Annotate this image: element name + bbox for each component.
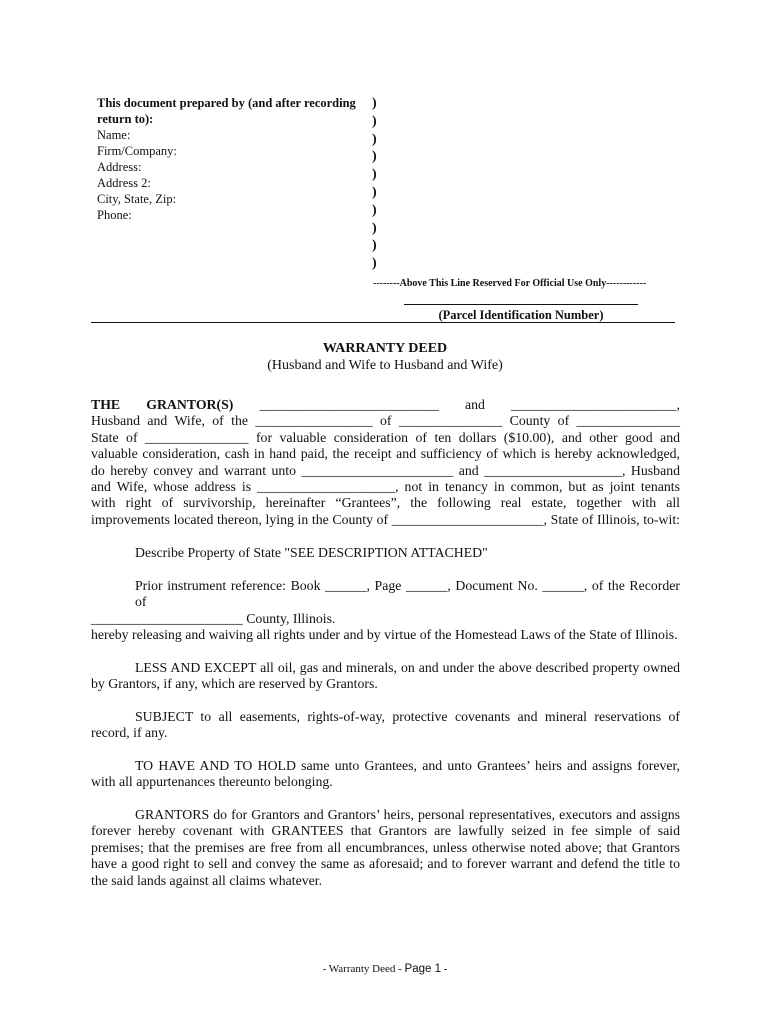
grantor-paragraph (91, 397, 680, 528)
grantor-line: State of _______________ for valuable consideration of ten dollars ($10.00), and other good and (91, 429, 680, 445)
page-number: Page 1 (404, 963, 441, 975)
describe-property-text: Describe Property of State "SEE DESCRIPTION ATTACHED" (135, 545, 488, 560)
field-city-state-zip-label: City, State, Zip: (97, 192, 177, 206)
less-except-line: by Grantors, if any, which are reserved by Grantors. (91, 676, 378, 692)
footer-prefix: - Warranty Deed - (322, 963, 405, 975)
grantor-heading: THE GRANTOR(S) (91, 397, 234, 412)
covenant-line: forever hereby covenant with GRANTEES that Grantors are lawfully seized in fee simple of said (91, 823, 680, 839)
field-phone-label: Phone: (97, 208, 132, 222)
subject-paragraph (91, 709, 680, 742)
grantor-line: and Wife, whose address is ____________________, not in tenancy in common, but as joint tenants (91, 479, 680, 495)
subject-line: record, if any. (91, 725, 168, 741)
bracket: ) (372, 167, 377, 183)
field-address-label: Address: (97, 160, 142, 174)
grantor-line: do hereby convey and warrant unto ______________________ and ____________________, Husband (91, 462, 680, 478)
document-subtitle: (Husband and Wife to Husband and Wife) (267, 358, 503, 373)
bracket: ) (372, 131, 377, 147)
habendum-line: with all appurtenances thereunto belonging. (91, 774, 333, 790)
bracket: ) (372, 149, 377, 165)
field-address2-label: Address 2: (97, 176, 151, 190)
reserved-line: --------Above This Line Reserved For Official Use Only------------ (373, 278, 647, 289)
habendum-paragraph (91, 758, 680, 791)
habendum-line: TO HAVE AND TO HOLD same unto Grantees, and unto Grantees’ heirs and assigns forever, (135, 758, 680, 773)
less-except-paragraph (91, 660, 680, 693)
covenant-paragraph (91, 807, 680, 889)
bracket: ) (372, 256, 377, 272)
covenant-line: the said lands against all claims whatever. (91, 872, 323, 888)
page-footer (0, 963, 770, 975)
grantor-line: improvements located thereon, lying in the County of ______________________, State of Illinois, to-wit: (91, 511, 680, 527)
prior-instrument (91, 578, 680, 627)
grantor-line: THE GRANTOR(S) __________________________ and ________________________, (91, 397, 680, 412)
bracket: ) (372, 238, 377, 254)
parcel-number-blank[interactable] (404, 304, 638, 305)
grantor-line: with right of survivorship, hereinafter “Grantees”, the following real estate, together with all (91, 495, 680, 511)
field-firm-label: Firm/Company: (97, 144, 177, 158)
bracket: ) (372, 220, 377, 236)
prepared-by-heading-2: return to): (97, 112, 154, 126)
bracket-column (372, 95, 386, 273)
less-except-line: LESS AND EXCEPT all oil, gas and minerals, on and under the above described property owned (135, 660, 680, 675)
document-title: WARRANTY DEED (322, 341, 448, 356)
parcel-number-label: (Parcel Identification Number) (438, 308, 604, 322)
bracket: ) (372, 96, 377, 111)
footer-suffix: - (441, 963, 448, 975)
subject-line: SUBJECT to all easements, rights-of-way, protective covenants and mineral reservations of (135, 709, 680, 724)
homestead-text: hereby releasing and waiving all rights under and by virtue of the Homestead Laws of the State of Illinois. (91, 627, 678, 642)
describe-property (135, 545, 680, 561)
covenant-line: GRANTORS do for Grantors and Grantors’ heirs, personal representatives, executors and assigns (135, 807, 680, 822)
bracket: ) (372, 202, 377, 218)
homestead-paragraph (91, 627, 680, 643)
covenant-line: premises; that the premises are free from all encumbrances, unless otherwise noted above; that Grantors (91, 839, 680, 855)
field-name-label: Name: (97, 128, 131, 142)
divider (91, 322, 675, 323)
prepared-by-heading-1: This document prepared by (and after recording (97, 96, 356, 110)
prior-instrument-line: ______________________ County, Illinois. (91, 610, 336, 626)
prior-instrument-line: Prior instrument reference: Book ______, Page ______, Document No. ______, of the Recorder of (135, 578, 680, 610)
bracket: ) (372, 184, 377, 200)
bracket: ) (372, 113, 377, 129)
grantor-line: valuable consideration, cash in hand paid, the receipt and sufficiency of which is hereby acknowledged, (91, 446, 680, 462)
prepared-by-block (97, 95, 367, 223)
covenant-line: have a good right to sell and convey the same as aforesaid; and to forever warrant and defend the title to (91, 856, 680, 872)
grantor-line: Husband and Wife, of the _________________ of _______________ County of _______________ (91, 413, 680, 429)
